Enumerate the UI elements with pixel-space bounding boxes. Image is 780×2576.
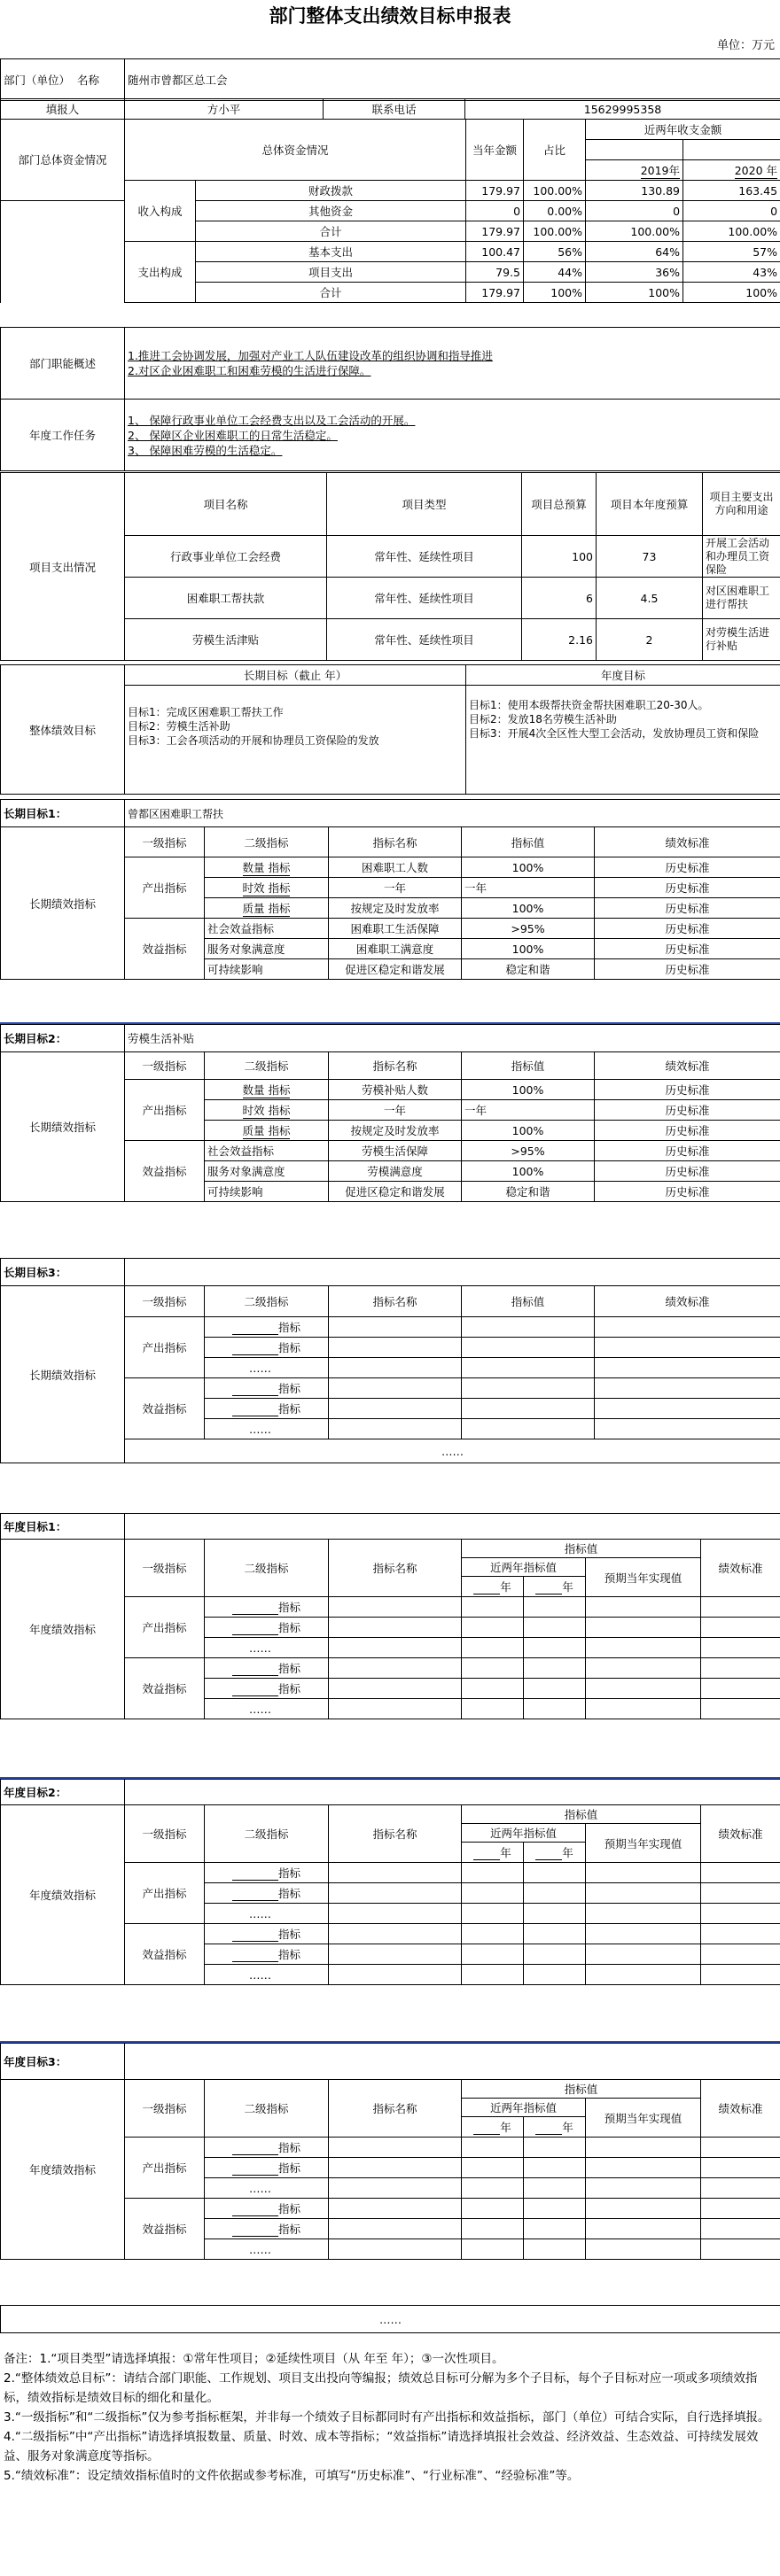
note-line: 5.“绩效标准”：设定绩效指标值时的文件依据或参考标准，可填写“历史标准”、“行业标准”、“经验标准”等。 — [4, 2469, 580, 2483]
page-title: 部门整体支出绩效目标申报表 — [269, 5, 511, 27]
overall-goals-table: 整体绩效目标 长期目标（截止 年） 年度目标 目标1：完成区困难职工帮扶工作 目标2：劳模生活补助 目标3：工会各项活动的开展和协理员工资保险的发放 目标1：使用本级帮扶资金帮扶困难职工20-30人。 目标2：发放18名劳模生活补助 目标3：开展4次全区性大型工会活动，发放协理员工资和保险 — [0, 664, 780, 795]
tasks-content: 1、 保障行政事业单位工会经费支出以及工会活动的开展。 2、 保障区企业困难职工的日常生活稳定。 3、 保障困难劳模的生活稳定。 — [125, 400, 780, 471]
annual-goal-2-table: 年度目标2： 年度绩效指标 一级指标 二级指标 指标名称 指标值 绩效标准 近两年指标值 预期当年实现值 年 年 产出指标 指标 指标 …… 效益指标 指标 指标 …… — [0, 1779, 780, 1985]
unit-label: 单位：万元 — [716, 39, 775, 52]
projects-label: 项目支出情况 — [1, 473, 125, 661]
projects-table: 项目支出情况 项目名称 项目类型 项目总预算 项目本年度预算 项目主要支出方向和用途 行政事业单位工会经费 常年性、延续性项目 100 73 开展工会活动和办理员工资保险 困难职工帮扶款 常年性、延续性项目 6 4.5 对区困难职工进行帮扶 劳模生活津贴 常年性、延续性项目 2.16 2 对劳模生活进行补贴 — [0, 472, 780, 661]
long-perf-label: 长期绩效指标 — [1, 1052, 125, 1202]
long-goal-3-table: 长期目标3： 长期绩效指标 一级指标 二级指标 指标名称 指标值 绩效标准 产出指标 指标 指标 …… 效益指标 指标 指标 …… …… — [0, 1258, 780, 1463]
income-label: 收入构成 — [125, 181, 196, 242]
notes — [4, 2349, 776, 2486]
filler-label: 填报人 — [1, 99, 125, 120]
phone-value: 15629995358 — [465, 99, 780, 120]
project-row: 困难职工帮扶款 常年性、延续性项目 6 4.5 对区困难职工进行帮扶 — [1, 578, 780, 619]
note-line: 3.“一级指标”和“二级指标”仅为参考指标框架，并非每一个绩效子目标都同时有产出指标和效益指标，部门（单位）可结合实际，自行选择填报。 — [4, 2410, 770, 2425]
annual-goal-title: 年度目标3： — [1, 2044, 125, 2080]
annual-goal-3-table: 年度目标3： 年度绩效指标 一级指标 二级指标 指标名称 指标值 绩效标准 近两年指标值 预期当年实现值 年 年 产出指标 指标 指标 …… 效益指标 指标 指标 …… — [0, 2043, 780, 2260]
long-goals-list: 目标1：完成区困难职工帮扶工作 目标2：劳模生活补助 目标3：工会各项活动的开展和协理员工资保险的发放 — [125, 686, 466, 795]
dept-name-label: 部门（单位） 名称 — [1, 59, 125, 101]
long-goal-desc: 曾都区困难职工帮扶 — [125, 800, 780, 827]
income-row: 其他资金 — [196, 201, 466, 221]
project-row: 劳模生活津贴 常年性、延续性项目 2.16 2 对劳模生活进行补贴 — [1, 619, 780, 661]
expense-label: 支出构成 — [125, 242, 196, 303]
funds-section-label: 部门总体资金情况 — [1, 120, 125, 201]
tasks-label: 年度工作任务 — [1, 400, 125, 471]
duties-content: 1.推进工会协调发展，加强对产业工人队伍建设改革的组织协调和指导推进 2.对区企业困难职工和困难劳模的生活进行保障。 — [125, 328, 780, 400]
duties-label: 部门职能概述 — [1, 328, 125, 400]
funds-year1: 2019年 — [586, 160, 683, 181]
long-goal-desc: 劳模生活补贴 — [125, 1025, 780, 1052]
end-dots-table: …… — [0, 2305, 780, 2333]
expense-row: 合计 — [196, 283, 466, 303]
long-goal-title: 长期目标2： — [1, 1025, 125, 1052]
header-table — [0, 58, 780, 101]
filler-table — [0, 98, 780, 120]
filler-value: 方小平 — [125, 99, 324, 120]
long-goal-2-table: 长期目标2： 劳模生活补贴 长期绩效指标 一级指标 二级指标 指标名称 指标值 绩效标准 产出指标 数量 指标 劳模补贴人数 100% 历史标准 时效 指标 一年 一年 历史标准 质量 指标 按规定及时发放率 100% 历史标准 效益指标 社会效益指标 劳模生活保障 >95% 历史标准 服务对象满意度 劳模满意度 100% 历史标准 可持续影响 促进区稳定和谐发展 稳定和谐 历史标准 — [0, 1024, 780, 1202]
income-row: 合计 — [196, 221, 466, 242]
note-line: 2.“整体绩效总目标”：请结合部门职能、工作规划、项目支出投向等编报；绩效总目标可分解为多个子目标，每个子目标对应一项或多项绩效指标，绩效指标是绩效目标的细化和量化。 — [4, 2371, 758, 2405]
expense-row: 基本支出 — [196, 242, 466, 262]
annual-goal-title: 年度目标1： — [1, 1514, 125, 1540]
funds-ratio-header: 占比 — [524, 120, 586, 181]
expense-row: 项目支出 — [196, 262, 466, 283]
duties-table — [0, 327, 780, 471]
funds-year2: 2020 年 — [683, 160, 780, 181]
dept-name-value: 随州市曾都区总工会 — [125, 59, 780, 101]
funds-recent-header: 近两年收支金额 — [586, 120, 780, 140]
income-row: 财政拨款 — [196, 181, 466, 201]
note-line: 4.“二级指标”中“产出指标”请选择填报数量、质量、时效、成本等指标；“效益指标”请选择填报社会效益、经济效益、生态效益、可持续发展效益、服务对象满意度等指标。 — [4, 2430, 759, 2463]
long-goal-1-table: 长期目标1： 曾都区困难职工帮扶 长期绩效指标 一级指标 二级指标 指标名称 指标值 绩效标准 产出指标 数量 指标 困难职工人数 100% 历史标准 时效 指标 一年 一年 历史标准 质量 指标 按规定及时发放率 100% 历史标准 效益指标 社会效益指标 困难职工生活保障 >95% 历史标准 服务对象满意度 困难职工满意度 100% 历史标准 可持续影响 促进区稳定和谐发展 稳定和谐 历史标准 — [0, 799, 780, 980]
funds-current-header: 当年金额 — [466, 120, 524, 181]
annual-goal-title: 年度目标2： — [1, 1780, 125, 1805]
funds-total-header: 总体资金情况 — [125, 120, 466, 181]
funds-table: 部门总体资金情况 总体资金情况 当年金额 占比 近两年收支金额 2019年 2020 年 收入构成 财政拨款 179.97 100.00% 130.89 163.45 其他资金 0 0.00% 0 0 合计 179.97 100.00% 100.00% 100.00% 支出构成 基本支出 100.47 56% 64% 57% 项目支出 79.5 44% 36% 43% 合计 179.97 100% 100% 100% — [0, 119, 780, 303]
long-goal-title: 长期目标3： — [1, 1259, 125, 1286]
note-line: 备注：1.“项目类型”请选择填报：①常年性项目；②延续性项目（从 年至 年）；③一次性项目。 — [4, 2352, 504, 2366]
annual-goals-list: 目标1：使用本级帮扶资金帮扶困难职工20-30人。 目标2：发放18名劳模生活补助 目标3：开展4次全区性大型工会活动，发放协理员工资和保险 — [466, 686, 780, 795]
annual-goal-1-table: 年度目标1： 年度绩效指标 一级指标 二级指标 指标名称 指标值 绩效标准 近两年指标值 预期当年实现值 年 年 产出指标 指标 指标 …… 效益指标 指标 指标 …… — [0, 1513, 780, 1719]
long-perf-label: 长期绩效指标 — [1, 1286, 125, 1463]
phone-label: 联系电话 — [324, 99, 465, 120]
overall-goals-label: 整体绩效目标 — [1, 665, 125, 795]
long-goal-title: 长期目标1： — [1, 800, 125, 827]
long-perf-label: 长期绩效指标 — [1, 827, 125, 980]
project-row: 行政事业单位工会经费 常年性、延续性项目 100 73 开展工会活动和办理员工资保险 — [1, 536, 780, 578]
